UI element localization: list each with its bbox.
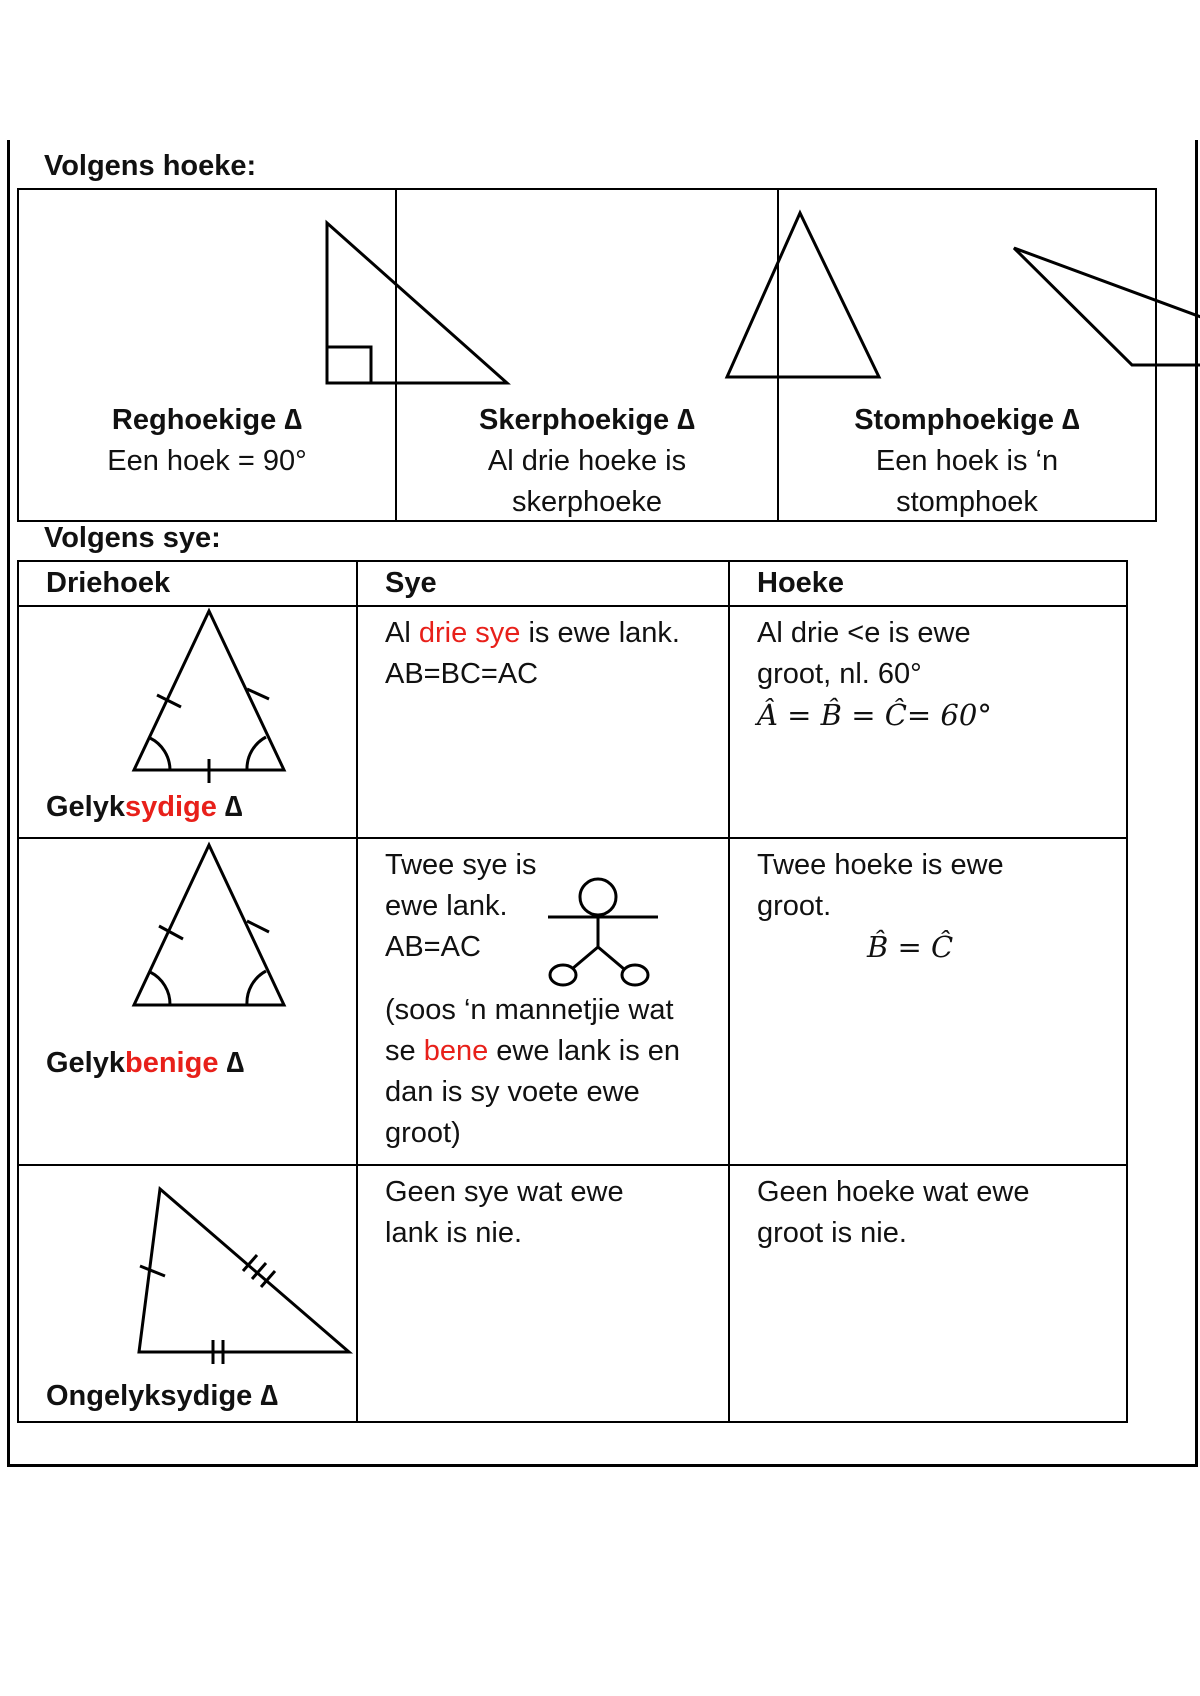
sides-heading: Volgens sye: [44,522,221,554]
scalene-sides-cell [357,1165,729,1422]
obtuse-triangle-cell [778,189,1156,521]
scalene-name: Ongelyksydige ∆ [46,1380,279,1412]
equilateral-name: Gelyksydige ∆ [46,791,243,823]
angles-table [17,188,1157,522]
equilateral-sides-eq: AB=BC=AC [385,658,539,690]
right-triangle-desc: Een hoek = 90° [107,445,307,477]
acute-triangle-desc-1: Al drie hoeke is [487,445,687,477]
isosceles-figure-cell [18,838,357,1165]
col-header-sye: Sye [357,561,729,606]
equilateral-angles-cell [729,606,1127,838]
equilateral-angles-line1: Al drie <e is ewe [757,617,971,649]
col-header-hoeke: Hoeke [729,561,1127,606]
obtuse-triangle-label: Stomphoekige ∆ [854,404,1080,436]
table-row-isosceles [18,838,1127,1165]
isosceles-angles-eq: B̂ = Ĉ [867,930,954,964]
equilateral-sides-cell: Al drie sye is ewe lank. AB=BC=AC [357,606,729,838]
isosceles-angles-cell [729,838,1127,1165]
scalene-angles-text: Geen hoeke wat ewe groot is nie. [757,1176,1030,1249]
table-row-scalene [18,1165,1127,1422]
scalene-figure-cell [18,1165,357,1422]
acute-triangle-label: Skerphoekige ∆ [479,404,695,436]
stick-figure-icon [358,839,701,1164]
isosceles-angles-text: Twee hoeke is ewe groot. [757,849,1004,922]
acute-triangle-desc-2: skerphoeke [512,486,662,518]
angles-heading: Volgens hoeke: [44,150,257,182]
isosceles-sides-eq: AB=AC [385,931,481,963]
equilateral-angles-line2: groot, nl. 60° [757,658,922,690]
sides-table [17,560,1128,1423]
acute-triangle-cell [396,189,778,521]
scalene-angles-cell [729,1165,1127,1422]
isosceles-triangle-figure [19,839,356,1164]
obtuse-triangle-desc-1: Een hoek is ‘n [875,445,1059,477]
right-triangle-label: Reghoekige ∆ [111,404,303,436]
equilateral-figure-cell [18,606,357,838]
obtuse-triangle-desc-2: stomphoek [896,486,1038,518]
scalene-sides-text: Geen sye wat ewe lank is nie. [385,1176,624,1249]
isosceles-sides-cell: Twee sye is ewe lank. AB=AC (soos ‘n mannetjie wat se bene ewe lank is en dan is sy voete ewe groot) [357,838,729,1165]
obtuse-triangle-figure [967,190,1200,390]
isosceles-name: Gelykbenige ∆ [46,1047,245,1079]
table-row-equilateral [18,606,1127,838]
col-header-driehoek: Driehoek [18,561,357,606]
right-triangle-cell [18,189,396,521]
equilateral-angles-eq: Â = B̂ = Ĉ= 60° [757,698,992,732]
